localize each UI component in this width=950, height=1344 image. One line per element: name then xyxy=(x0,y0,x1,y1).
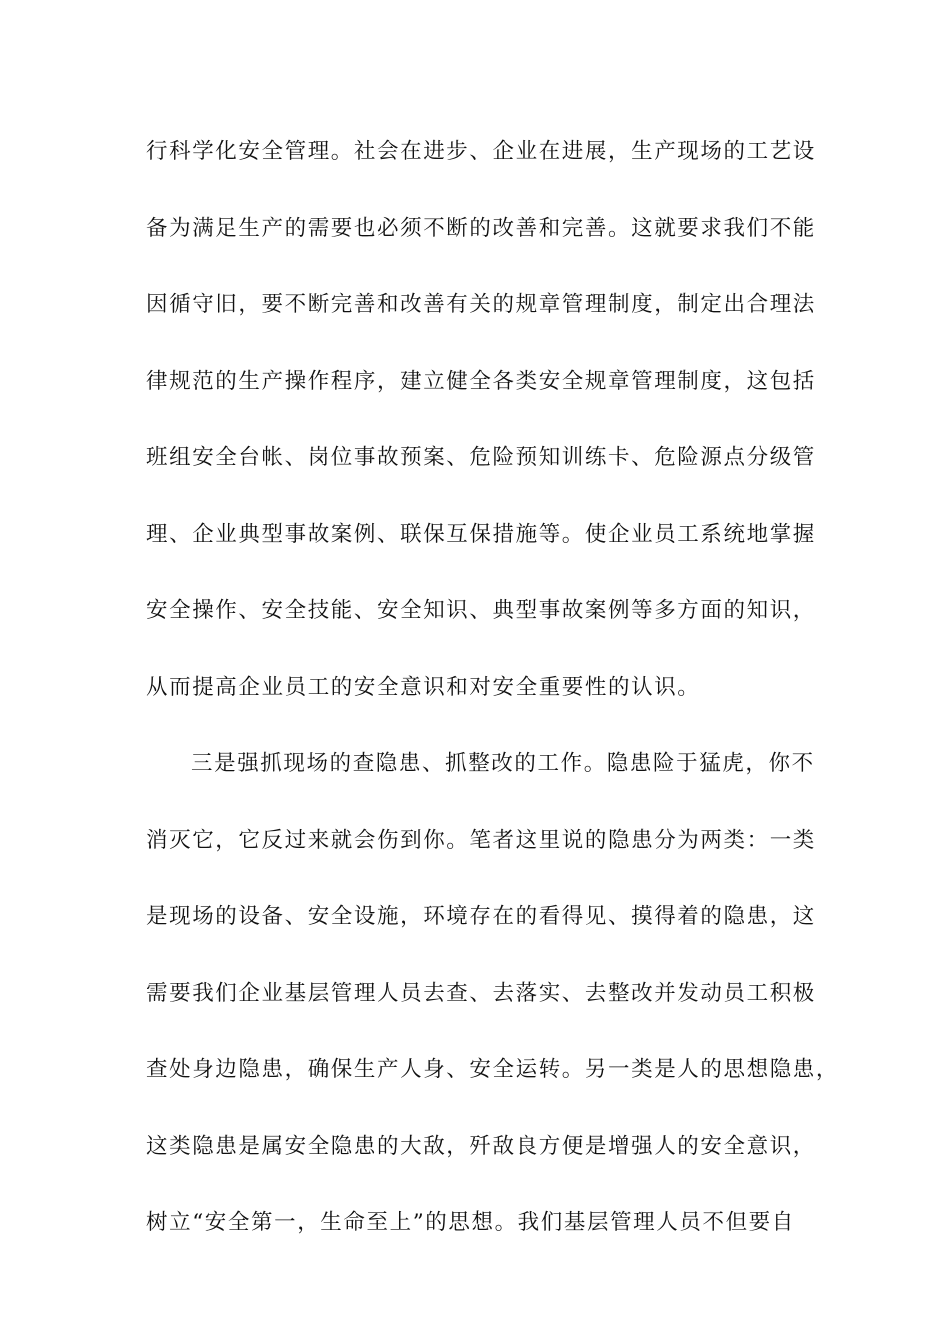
text-line: 这类隐患是属安全隐患的大敌，歼敌良方便是增强人的安全意识， xyxy=(146,1133,816,1159)
text-line: 消灭它，它反过来就会伤到你。笔者这里说的隐患分为两类：一类 xyxy=(146,827,816,853)
paragraph-start-line: 三是强抓现场的查隐患、抓整改的工作。隐患险于猛虎，你不 xyxy=(191,751,815,776)
text-line: 查处身边隐患，确保生产人身、安全运转。另一类是人的思想隐患， xyxy=(146,1057,840,1082)
text-line: 班组安全台帐、岗位事故预案、危险预知训练卡、危险源点分级管 xyxy=(146,445,816,470)
text-line: 从而提高企业员工的安全意识和对安全重要性的认识。 xyxy=(146,674,701,700)
text-line: 律规范的生产操作程序，建立健全各类安全规章管理制度，这包括 xyxy=(146,368,816,394)
text-line: 行科学化安全管理。社会在进步、企业在进展，生产现场的工艺设 xyxy=(146,139,816,164)
body-text xyxy=(146,128,840,1276)
text-line: 树立“安全第一，生命至上”的思想。我们基层管理人员不但要自 xyxy=(146,1210,795,1235)
text-line: 是现场的设备、安全设施，环境存在的看得见、摸得着的隐患，这 xyxy=(146,904,816,929)
text-line: 安全操作、安全技能、安全知识、典型事故案例等多方面的知识， xyxy=(146,598,816,623)
text-line: 因循守旧，要不断完善和改善有关的规章管理制度，制定出合理法 xyxy=(146,292,816,317)
text-line: 理、企业典型事故案例、联保互保措施等。使企业员工系统地掌握 xyxy=(146,521,816,547)
text-line: 需要我们企业基层管理人员去查、去落实、去整改并发动员工积极 xyxy=(146,980,816,1006)
text-line: 备为满足生产的需要也必须不断的改善和完善。这就要求我们不能 xyxy=(146,215,816,241)
